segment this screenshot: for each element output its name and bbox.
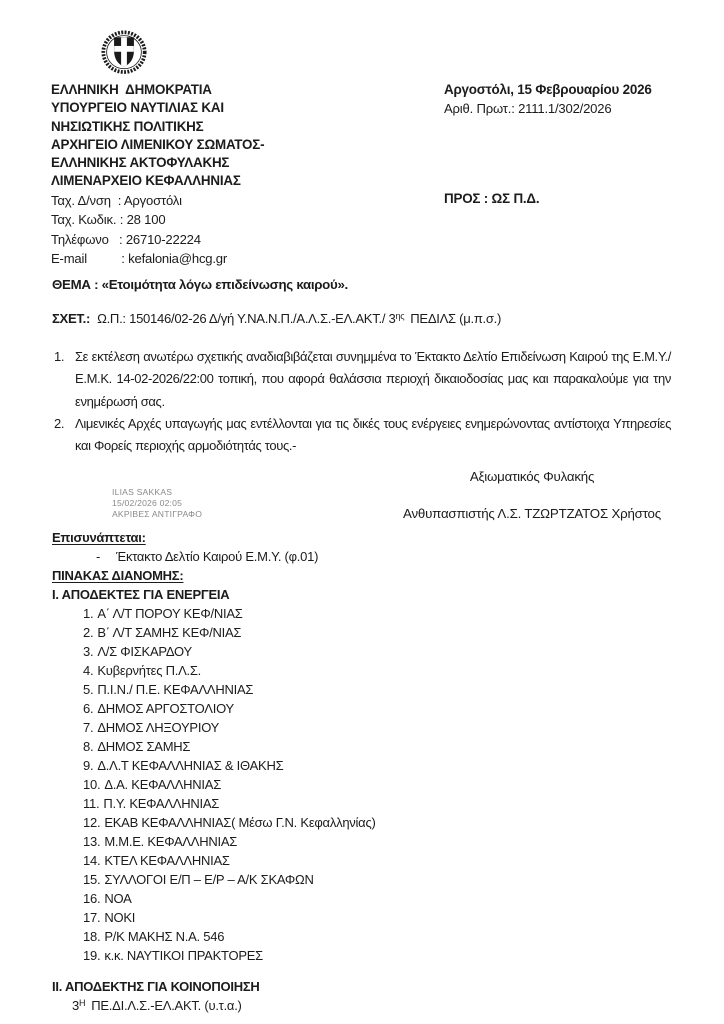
sender-org-line: ΕΛΛΗΝΙΚΗ ΔΗΜΟΚΡΑΤΙΑ — [51, 82, 212, 97]
distribution-item-label: Β΄ Λ/Τ ΣΑΜΗΣ ΚΕΦ/ΝΙΑΣ — [97, 625, 242, 640]
sender-block — [51, 81, 264, 268]
distribution-item-number: 3. — [83, 644, 94, 659]
distribution-item — [52, 794, 702, 813]
recipient-line: ΠΡΟΣ : ΩΣ Π.Δ. — [444, 191, 540, 206]
distribution-item-number: 8. — [83, 739, 94, 754]
distribution-item-number: 13. — [83, 834, 101, 849]
distribution-item-label: ΚΤΕΛ ΚΕΦΑΛΛΗΝΙΑΣ — [104, 853, 230, 868]
distribution-item-label: ΝΟΑ — [104, 891, 132, 906]
distribution-item-label: Κυβερνήτες Π.Λ.Σ. — [97, 663, 202, 678]
distribution-item-number: 6. — [83, 701, 94, 716]
sender-org-lines — [51, 81, 264, 191]
reference-line — [52, 311, 501, 326]
distribution-item-number: 2. — [83, 625, 94, 640]
attachment-dash: - — [96, 549, 101, 564]
distribution-section2-item — [52, 996, 702, 1017]
reference-text-after: ΠΕΔΙΛΣ (μ.π.σ.) — [410, 311, 502, 326]
signatory-name: Ανθυπασπιστής Λ.Σ. ΤΖΩΡΤΖΑΤΟΣ Χρήστος — [403, 506, 661, 521]
distribution-item-label: ΔΗΜΟΣ ΛΗΞΟΥΡΙΟΥ — [97, 720, 220, 735]
distribution-item-number: 4. — [83, 663, 94, 678]
subject-line: ΘΕΜΑ : «Ετοιμότητα λόγω επιδείνωσης καιρού». — [52, 277, 348, 292]
sender-contact-lines — [51, 191, 264, 269]
paragraph-number: 2. — [54, 415, 65, 431]
distribution-section2-title: ΙΙ. ΑΠΟΔΕΚΤΗΣ ΓΙΑ ΚΟΙΝΟΠΟΙΗΣΗ — [52, 979, 260, 994]
attachment-text: Έκτακτο Δελτίο Καιρού Ε.Μ.Υ. (φ.01) — [116, 549, 319, 564]
distribution-item-number: 5. — [83, 682, 94, 697]
attachments-heading: Επισυνάπτεται: — [52, 530, 146, 545]
body-paragraph — [54, 346, 671, 413]
distribution-section1-list — [52, 604, 702, 965]
distribution-item-label: Α΄ Λ/Τ ΠΟΡΟΥ ΚΕΦ/ΝΙΑΣ — [97, 606, 243, 621]
paragraph-text: Λιμενικές Αρχές υπαγωγής μας εντέλλονται για τις δικές τους ενέργειες ενημερώνοντας αντίστοιχα Υπηρεσίες και Φορείς περιοχής αρμοδιότητάς τους.- — [75, 415, 671, 454]
stamp-line: ILIAS SAKKAS — [112, 487, 173, 497]
distribution-item — [52, 870, 702, 889]
distribution-item-number: 12. — [83, 815, 101, 830]
distribution-item — [52, 775, 702, 794]
paragraph-text: Σε εκτέλεση ανωτέρω σχετικής αναδιαβιβάζεται συνημμένα το Έκτακτο Δελτίο Επιδείνωση Καιρού της Ε.Μ.Υ./ Ε.Μ.Κ. 14-02-2026/22:00 τοπική, που αφορά θαλάσσια περιοχή δικαιοδοσίας μας και παρακαλούμε για την ενημέρωσή σας. — [75, 349, 671, 409]
protocol-number-line: Αριθ. Πρωτ.: 2111.1/302/2026 — [444, 101, 612, 116]
distribution-item — [52, 946, 702, 965]
recipient-number: 3 — [72, 998, 79, 1013]
distribution-item-label: Π.Ι.Ν./ Π.Ε. ΚΕΦΑΛΛΗΝΙΑΣ — [97, 682, 254, 697]
distribution-item — [52, 832, 702, 851]
distribution-section1-title: Ι. ΑΠΟΔΕΚΤΕΣ ΓΙΑ ΕΝΕΡΓΕΙΑ — [52, 587, 230, 602]
signature-block — [394, 467, 670, 523]
reference-text-before: Ω.Π.: 150146/02-26 Δ/γή Υ.ΝΑ.Ν.Π./Α.Λ.Σ.-ΕΛ.ΑΚΤ./ 3 — [97, 311, 396, 326]
sender-contact-line: E-mail : kefalonia@hcg.gr — [51, 251, 228, 266]
distribution-heading: ΠΙΝΑΚΑΣ ΔΙΑΝΟΜΗΣ: — [52, 568, 184, 583]
sender-contact-line: Ταχ. Δ/νση : Αργοστόλι — [51, 192, 182, 208]
sender-org-line: ΕΛΛΗΝΙΚΗΣ ΑΚΤΟΦΥΛΑΚΗΣ — [51, 155, 230, 171]
section-gap — [52, 965, 702, 977]
distribution-item-number: 1. — [83, 606, 94, 621]
greek-national-emblem-icon — [100, 29, 148, 77]
body-paragraph — [54, 413, 671, 458]
distribution-item-label: Ρ/Κ ΜΑΚΗΣ Ν.Α. 546 — [104, 929, 225, 944]
distribution-item-label: κ.κ. ΝΑΥΤΙΚΟΙ ΠΡΑΚΤΟΡΕΣ — [104, 948, 263, 963]
distribution-item — [52, 908, 702, 927]
distribution-item-label: Μ.Μ.Ε. ΚΕΦΑΛΛΗΝΙΑΣ — [104, 834, 238, 849]
distribution-item-label: ΔΗΜΟΣ ΣΑΜΗΣ — [97, 739, 191, 754]
date-protocol-block — [444, 80, 652, 118]
stamp-line: 15/02/2026 02:05 — [112, 497, 183, 508]
distribution-item — [52, 737, 702, 756]
distribution-item-number: 11. — [83, 796, 100, 811]
sender-org-line: ΛΙΜΕΝΑΡΧΕΙΟ ΚΕΦΑΛΛΗΝΙΑΣ — [51, 173, 241, 189]
distribution-item-number: 14. — [83, 853, 101, 868]
distribution-item-number: 16. — [83, 891, 101, 906]
distribution-item-label: Δ.Λ.Τ ΚΕΦΑΛΛΗΝΙΑΣ & ΙΘΑΚΗΣ — [97, 758, 284, 773]
distribution-item-number: 17. — [83, 910, 101, 925]
distribution-item-label: Δ.Α. ΚΕΦΑΛΛΗΝΙΑΣ — [104, 777, 221, 792]
reference-superscript: ης — [395, 310, 405, 321]
distribution-item-label: ΔΗΜΟΣ ΑΡΓΟΣΤΟΛΙΟΥ — [97, 701, 234, 716]
distribution-item-number: 18. — [83, 929, 101, 944]
distribution-item — [52, 889, 702, 908]
sender-contact-line: Ταχ. Κωδικ. : 28 100 — [51, 212, 166, 228]
distribution-item-number: 7. — [83, 720, 94, 735]
distribution-item — [52, 623, 702, 642]
distribution-item — [52, 680, 702, 699]
sender-org-line: ΝΗΣΙΩΤΙΚΗΣ ΠΟΛΙΤΙΚΗΣ — [51, 118, 204, 134]
paragraph-number: 1. — [54, 349, 65, 364]
stamp-line: ΑΚΡΙΒΕΣ ΑΝΤΙΓΡΑΦΟ — [112, 508, 203, 519]
sender-org-line: ΥΠΟΥΡΓΕΙΟ ΝΑΥΤΙΛΙΑΣ ΚΑΙ — [51, 100, 224, 116]
distribution-item — [52, 699, 702, 718]
distribution-item-label: Λ/Σ ΦΙΣΚΑΡΔΟΥ — [97, 644, 192, 659]
distribution-item — [52, 718, 702, 737]
distribution-item — [52, 604, 702, 623]
distribution-item — [52, 642, 702, 661]
recipient-text: ΠΕ.ΔΙ.Λ.Σ.-ΕΛ.ΑΚΤ. (υ.τ.α.) — [91, 998, 242, 1013]
distribution-item — [52, 813, 702, 832]
distribution-item — [52, 927, 702, 946]
distribution-item — [52, 661, 702, 680]
distribution-item-label: Π.Υ. ΚΕΦΑΛΛΗΝΙΑΣ — [103, 796, 220, 811]
body-paragraphs — [54, 346, 671, 457]
reference-text — [97, 311, 501, 326]
attachments-and-distribution — [52, 528, 702, 1017]
distribution-item-number: 15. — [83, 872, 101, 887]
distribution-item-label: ΕΚΑΒ ΚΕΦΑΛΛΗΝΙΑΣ( Μέσω Γ.Ν. Κεφαλληνίας) — [104, 815, 376, 830]
sender-org-line: ΑΡΧΗΓΕΙΟ ΛΙΜΕΝΙΚΟΥ ΣΩΜΑΤΟΣ- — [51, 136, 265, 152]
attachment-item — [52, 547, 702, 566]
reference-label: ΣΧΕΤ.: — [52, 311, 91, 326]
distribution-item-number: 10. — [83, 777, 101, 792]
sender-contact-line: Τηλέφωνο : 26710-22224 — [51, 231, 201, 247]
distribution-item-label: ΝΟΚΙ — [104, 910, 136, 925]
date-line: Αργοστόλι, 15 Φεβρουαρίου 2026 — [444, 82, 652, 97]
distribution-item-number: 9. — [83, 758, 94, 773]
distribution-item — [52, 851, 702, 870]
recipient-number-superscript: Η — [78, 997, 86, 1008]
distribution-item-number: 19. — [83, 948, 101, 963]
digital-signature-stamp — [112, 487, 202, 520]
signatory-role: Αξιωματικός Φυλακής — [469, 469, 595, 484]
distribution-item — [52, 756, 702, 775]
distribution-item-label: ΣΥΛΛΟΓΟΙ Ε/Π – Ε/Ρ – Α/Κ ΣΚΑΦΩΝ — [104, 872, 314, 887]
